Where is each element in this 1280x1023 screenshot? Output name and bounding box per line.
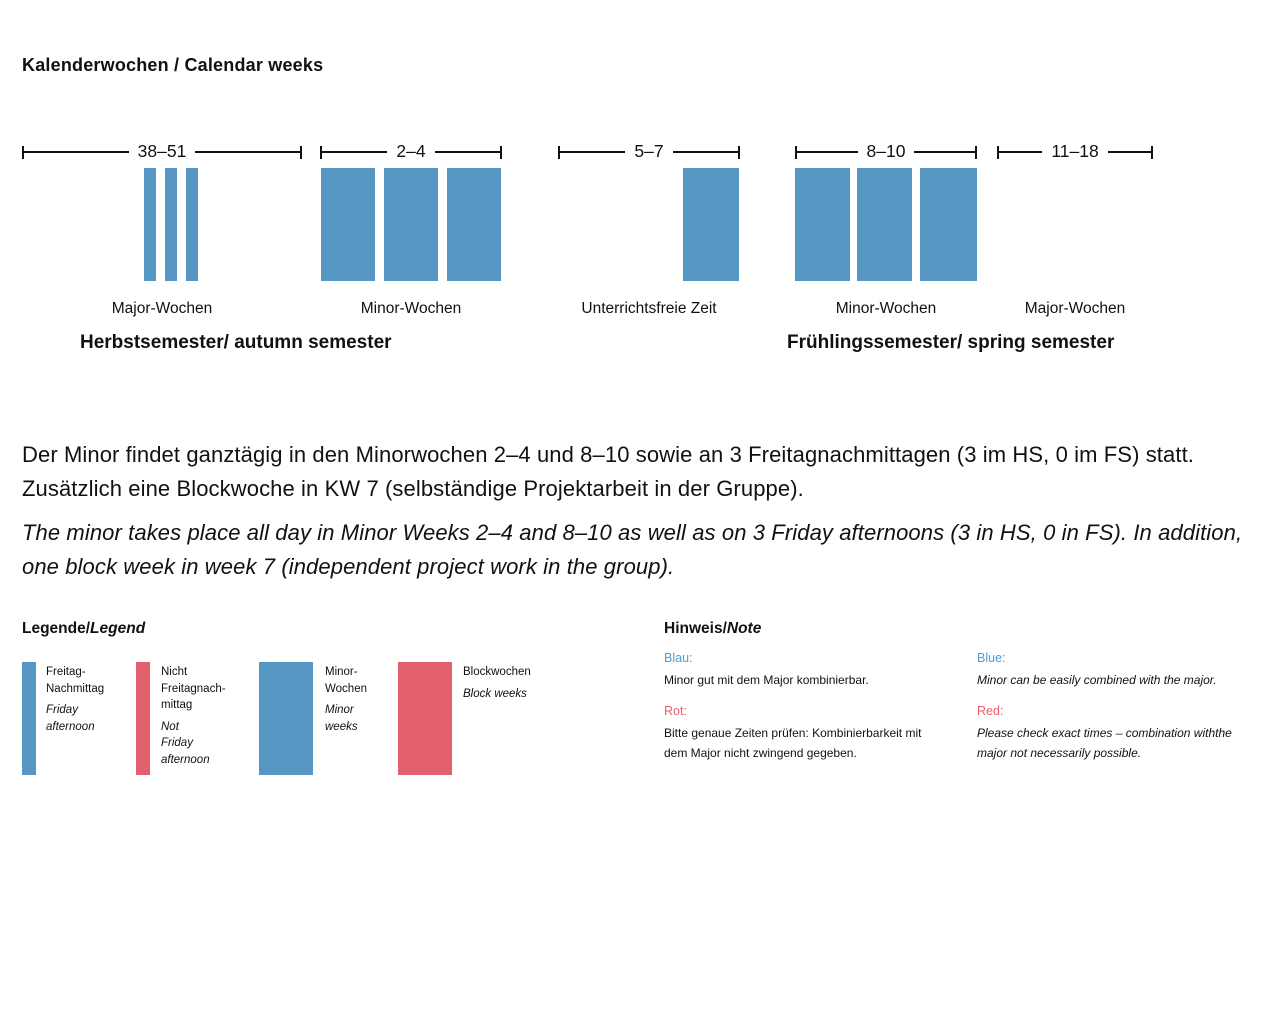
bracket-range-label: 11–18 (1051, 141, 1099, 161)
bracket-line (1108, 151, 1151, 153)
bracket-line (322, 151, 387, 153)
note-column-de (664, 650, 940, 776)
legend-label-line: Nicht (161, 666, 188, 678)
bracket-free-time (558, 141, 740, 161)
notes-heading-de: Hinweis/ (664, 620, 727, 637)
legend-swatch-friday-afternoon (22, 662, 36, 775)
legend-swatch-minor-weeks (259, 662, 313, 775)
group-label-fs-minor: Minor-Wochen (835, 300, 937, 317)
legend-label-block-weeks (463, 664, 573, 702)
legend-label-line: Not (161, 720, 179, 733)
bracket-line (435, 151, 500, 153)
week-bar (857, 168, 912, 281)
paragraph-english: The minor takes place all day in Minor Weeks 2–4 and 8–10 as well as on 3 Friday afternoons (3 in HS, 0 in FS). In addition, one block week in week 7 (independent project work in the group). (22, 520, 1243, 579)
bracket-right-tick (738, 146, 740, 159)
bracket-range-label: 2–4 (396, 141, 426, 161)
week-bar (384, 168, 438, 281)
legend-label-line: Freitagnach- (161, 682, 226, 695)
bracket-range-label: 8–10 (866, 141, 906, 161)
bracket-line (24, 151, 129, 153)
legend-label-line: afternoon (46, 720, 95, 733)
week-bar (165, 168, 177, 281)
notes-heading-en: Note (726, 620, 762, 637)
week-bar (920, 168, 977, 281)
legend-heading (22, 620, 145, 638)
legend-label-line: Minor- (325, 666, 358, 678)
week-bar (447, 168, 501, 281)
legend-swatch-not-friday-afternoon (136, 662, 150, 775)
legend-swatch-block-weeks (398, 662, 452, 775)
note-color-label: Red: (977, 703, 1004, 718)
paragraph-german: Der Minor findet ganztägig in den Minorwochen 2–4 und 8–10 sowie an 3 Freitagnachmittagen (3 im HS, 0 im FS) statt. Zusätzlich eine Blockwoche in KW 7 (selbständige Projektarbeit in der Gruppe). (22, 442, 1194, 501)
legend-label-line: mittag (161, 699, 193, 711)
bracket-line (914, 151, 975, 153)
legend-heading-de: Legende/ (22, 620, 91, 637)
legend-label-de (463, 664, 573, 681)
legend-label-en (161, 719, 271, 769)
bracket-line (673, 151, 738, 153)
bracket-range-label: 5–7 (634, 141, 664, 161)
group-label-hs-minor: Minor-Wochen (360, 300, 462, 317)
legend-label-line: Wochen (325, 682, 367, 695)
legend-label-line: afternoon (161, 753, 210, 766)
legend-label-line: Freitag- (46, 666, 86, 678)
legend-label-line: weeks (325, 720, 358, 733)
bracket-hs-major (22, 141, 302, 161)
legend-heading-en: Legend (90, 620, 146, 637)
week-bar (683, 168, 739, 281)
legend-label-en (463, 686, 573, 703)
week-bar (186, 168, 198, 281)
legend-label-line: Block weeks (463, 687, 527, 700)
bracket-range-label: 38–51 (137, 141, 187, 161)
legend-label-line: Friday (161, 737, 193, 749)
bracket-fs-minor (795, 141, 977, 161)
bracket-right-tick (1151, 146, 1153, 159)
bracket-right-tick (300, 146, 302, 159)
notes-heading (664, 620, 761, 638)
note-text: Bitte genaue Zeiten prüfen: Kombinierbarkeit mit dem Major nicht zwingend gegeben. (664, 725, 922, 760)
bracket-line (999, 151, 1042, 153)
note-color-label: Blau: (664, 651, 693, 665)
week-bar (321, 168, 375, 281)
page-title: Kalenderwochen / Calendar weeks (22, 55, 324, 75)
week-bar (795, 168, 850, 281)
bracket-right-tick (500, 146, 502, 159)
note-text: Minor can be easily combined with the major. (977, 673, 1217, 687)
bracket-line (195, 151, 300, 153)
bracket-line (797, 151, 858, 153)
legend-label-de (161, 664, 271, 714)
note-color-label: Rot: (664, 703, 687, 718)
legend-label-line: Blockwochen (463, 666, 531, 678)
bracket-fs-major (997, 141, 1153, 161)
legend-label-not-friday-afternoon (161, 664, 271, 768)
note-text: Please check exact times – combination withthe major not necessarily possible. (977, 725, 1232, 760)
note-column-en (977, 650, 1265, 776)
bracket-hs-minor (320, 141, 502, 161)
group-label-hs-major: Major-Wochen (111, 300, 213, 317)
semester-heading-autumn: Herbstsemester/ autumn semester (80, 332, 392, 353)
legend-label-line: Minor (325, 704, 354, 716)
bracket-right-tick (975, 146, 977, 159)
group-label-free-time: Unterrichtsfreie Zeit (581, 300, 717, 317)
legend-label-line: Friday (46, 704, 78, 716)
semester-heading-spring: Frühlingssemester/ spring semester (787, 332, 1115, 353)
bracket-line (560, 151, 625, 153)
note-color-label: Blue: (977, 651, 1006, 665)
group-label-fs-major: Major-Wochen (1024, 300, 1126, 317)
note-text: Minor gut mit dem Major kombinierbar. (664, 673, 869, 687)
legend-label-line: Nachmittag (46, 682, 105, 695)
week-bar (144, 168, 156, 281)
